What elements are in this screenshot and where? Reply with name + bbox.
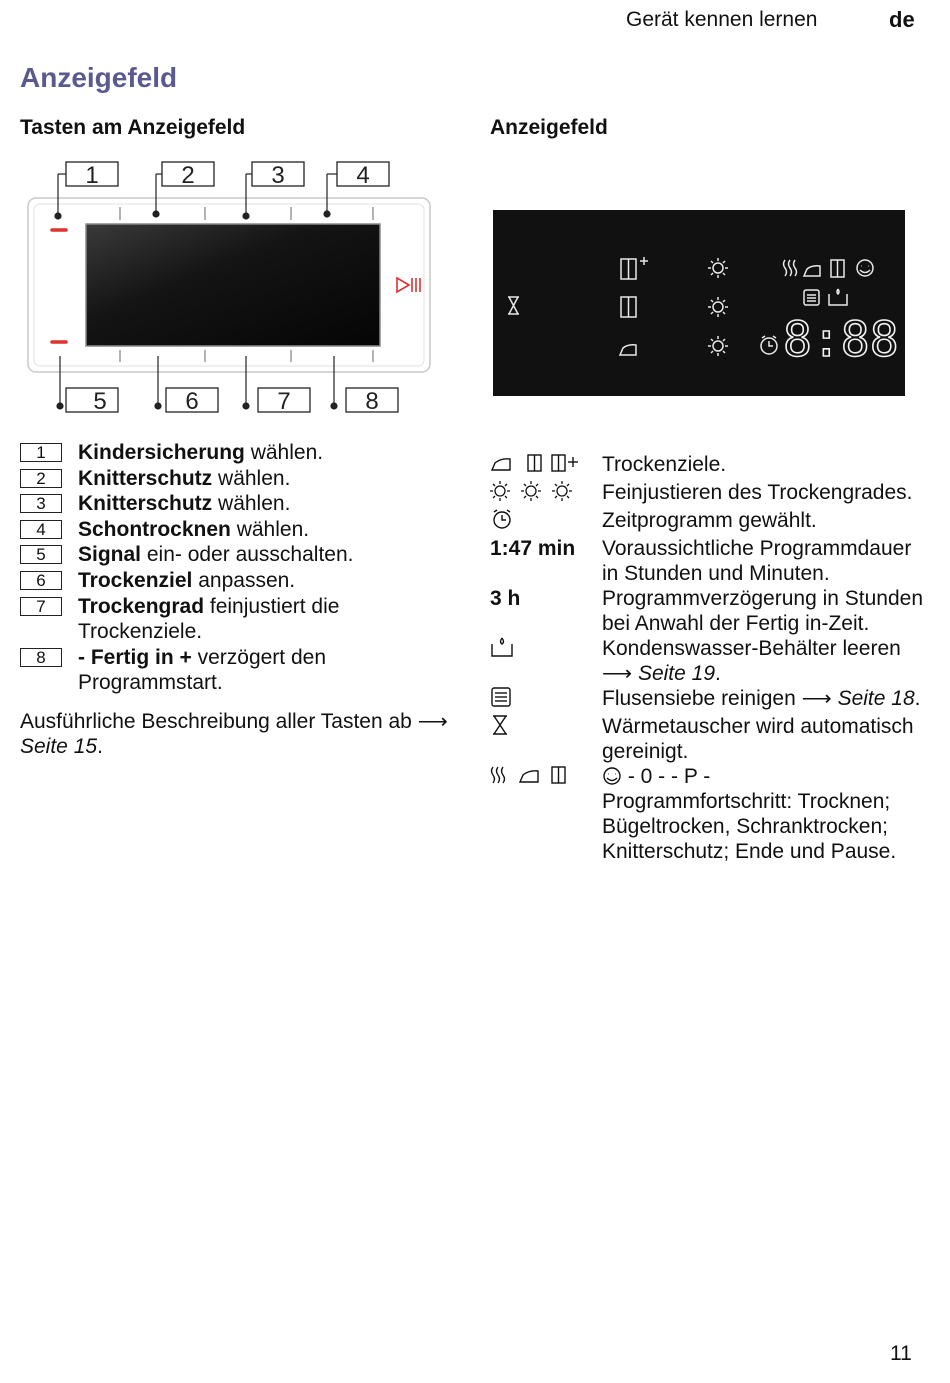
- key-desc: wählen.: [244, 441, 324, 464]
- key-number: 7: [20, 597, 62, 616]
- legend-row: [490, 536, 930, 586]
- key-desc: wählen.: [212, 492, 291, 516]
- key-name: Kindersicherung: [78, 441, 245, 464]
- key-name: Knitterschutz: [78, 492, 213, 516]
- key-name: Trockenziel: [78, 568, 193, 592]
- lint-filter-icon: [490, 686, 602, 714]
- legend-text: Voraussichtliche Programmdauer in Stunden und Minuten.: [602, 537, 912, 585]
- label-text-8: 8: [365, 388, 379, 415]
- display-field-diagram: [493, 210, 905, 396]
- legend-end: .: [715, 662, 721, 685]
- legend-text-main: Flusensiebe reinigen: [602, 687, 802, 710]
- legend-text: Zeitprogramm gewählt.: [602, 509, 817, 532]
- display-legend: [490, 452, 930, 864]
- key-item: [20, 517, 450, 543]
- key-number: 4: [20, 520, 62, 539]
- key-item: [20, 466, 450, 492]
- page-reference-link[interactable]: Seite 15: [20, 735, 98, 758]
- key-number: 2: [20, 469, 62, 488]
- alarm-clock-icon: [490, 508, 602, 536]
- legend-text: Wärmetauscher wird automatisch gereinigt.: [602, 715, 914, 763]
- key-name: Schontrocknen: [78, 517, 231, 541]
- legend-row: [490, 452, 930, 480]
- header-section-title: Gerät kennen lernen: [626, 8, 818, 31]
- page-title: Anzeigefeld: [20, 62, 178, 93]
- key-number: 3: [20, 494, 62, 513]
- key-desc: verzögert den Programmstart.: [78, 645, 327, 695]
- key-number: 6: [20, 571, 62, 590]
- heat-exchanger-icon: [490, 714, 602, 764]
- note-end: .: [97, 735, 103, 758]
- arrow-icon: ⟶: [602, 662, 633, 685]
- key-item: [20, 542, 450, 568]
- key-number: 5: [20, 545, 62, 564]
- arrow-icon: ⟶: [801, 687, 832, 710]
- key-item: [20, 440, 450, 466]
- display-background: [493, 210, 905, 396]
- page-reference-link[interactable]: Seite 19: [637, 662, 716, 685]
- water-tank-icon: [490, 636, 602, 686]
- label-text-6: 6: [185, 388, 199, 415]
- right-heading: Anzeigefeld: [490, 116, 608, 139]
- note-text: Ausführliche Beschreibung aller Tasten ab: [20, 710, 418, 733]
- legend-symbol: 3 h: [490, 587, 521, 610]
- key-number: 8: [20, 648, 62, 667]
- legend-row: [490, 714, 930, 764]
- label-text-7: 7: [277, 388, 291, 415]
- key-name: - Fertig in +: [78, 645, 192, 669]
- page-number: 11: [890, 1342, 912, 1365]
- key-name: Knitterschutz: [78, 466, 213, 490]
- sun-icons: [490, 480, 602, 508]
- legend-end: .: [914, 687, 921, 710]
- page-reference-link[interactable]: Seite 18: [837, 687, 915, 710]
- drying-target-icons: [490, 452, 602, 480]
- progress-sequence: - 0 - - P -: [627, 765, 711, 788]
- label-text-1: 1: [85, 162, 99, 189]
- reference-note: [20, 709, 450, 759]
- key-name: Trockengrad: [78, 594, 205, 618]
- control-panel-diagram: [20, 150, 440, 420]
- label-text-4: 4: [356, 162, 370, 189]
- legend-text-main: Kondenswasser-Behälter leeren: [602, 637, 901, 660]
- label-text-5: 5: [93, 388, 107, 415]
- key-desc: feinjustiert die Trockenziele.: [78, 594, 340, 644]
- key-item: [20, 491, 450, 517]
- key-desc: anpassen.: [192, 568, 296, 592]
- key-item: [20, 645, 450, 696]
- progress-prefix: [602, 764, 930, 789]
- legend-text: [602, 686, 930, 714]
- legend-text: Programmverzögerung in Stunden bei Anwahl der Fertig in-Zeit.: [602, 587, 924, 635]
- label-text-2: 2: [181, 162, 195, 189]
- progress-icons: [490, 764, 602, 864]
- legend-text: Feinjustieren des Trockengrades.: [602, 481, 913, 504]
- key-desc: wählen.: [230, 517, 310, 541]
- legend-text: Programmfortschritt: Trocknen; Bügeltrocken, Schranktrocken; Knitterschutz; Ende und Pause.: [602, 790, 897, 863]
- legend-text: [602, 636, 930, 686]
- legend-text: Trockenziele.: [602, 453, 727, 476]
- header-language: de: [889, 7, 915, 32]
- legend-row: [490, 508, 930, 536]
- key-desc: wählen.: [212, 466, 291, 490]
- legend-row: [490, 686, 930, 714]
- time-display-digits: 8:88: [783, 312, 899, 368]
- arrow-icon: ⟶: [417, 710, 448, 733]
- key-number: 1: [20, 443, 62, 462]
- label-box-5: [66, 388, 118, 412]
- key-desc: ein- oder ausschalten.: [141, 543, 354, 567]
- legend-row: [490, 636, 930, 686]
- label-text-3: 3: [271, 162, 285, 189]
- legend-symbol: 1:47 min: [490, 537, 576, 560]
- key-item: [20, 568, 450, 594]
- anti-crease-icon: [602, 766, 622, 786]
- panel-display-screen: [86, 224, 380, 346]
- key-list: [20, 440, 450, 696]
- key-name: Signal: [78, 543, 142, 567]
- legend-row: [490, 764, 930, 864]
- legend-row: [490, 480, 930, 508]
- left-heading: Tasten am Anzeigefeld: [20, 116, 246, 139]
- key-item: [20, 594, 450, 645]
- legend-row: [490, 586, 930, 636]
